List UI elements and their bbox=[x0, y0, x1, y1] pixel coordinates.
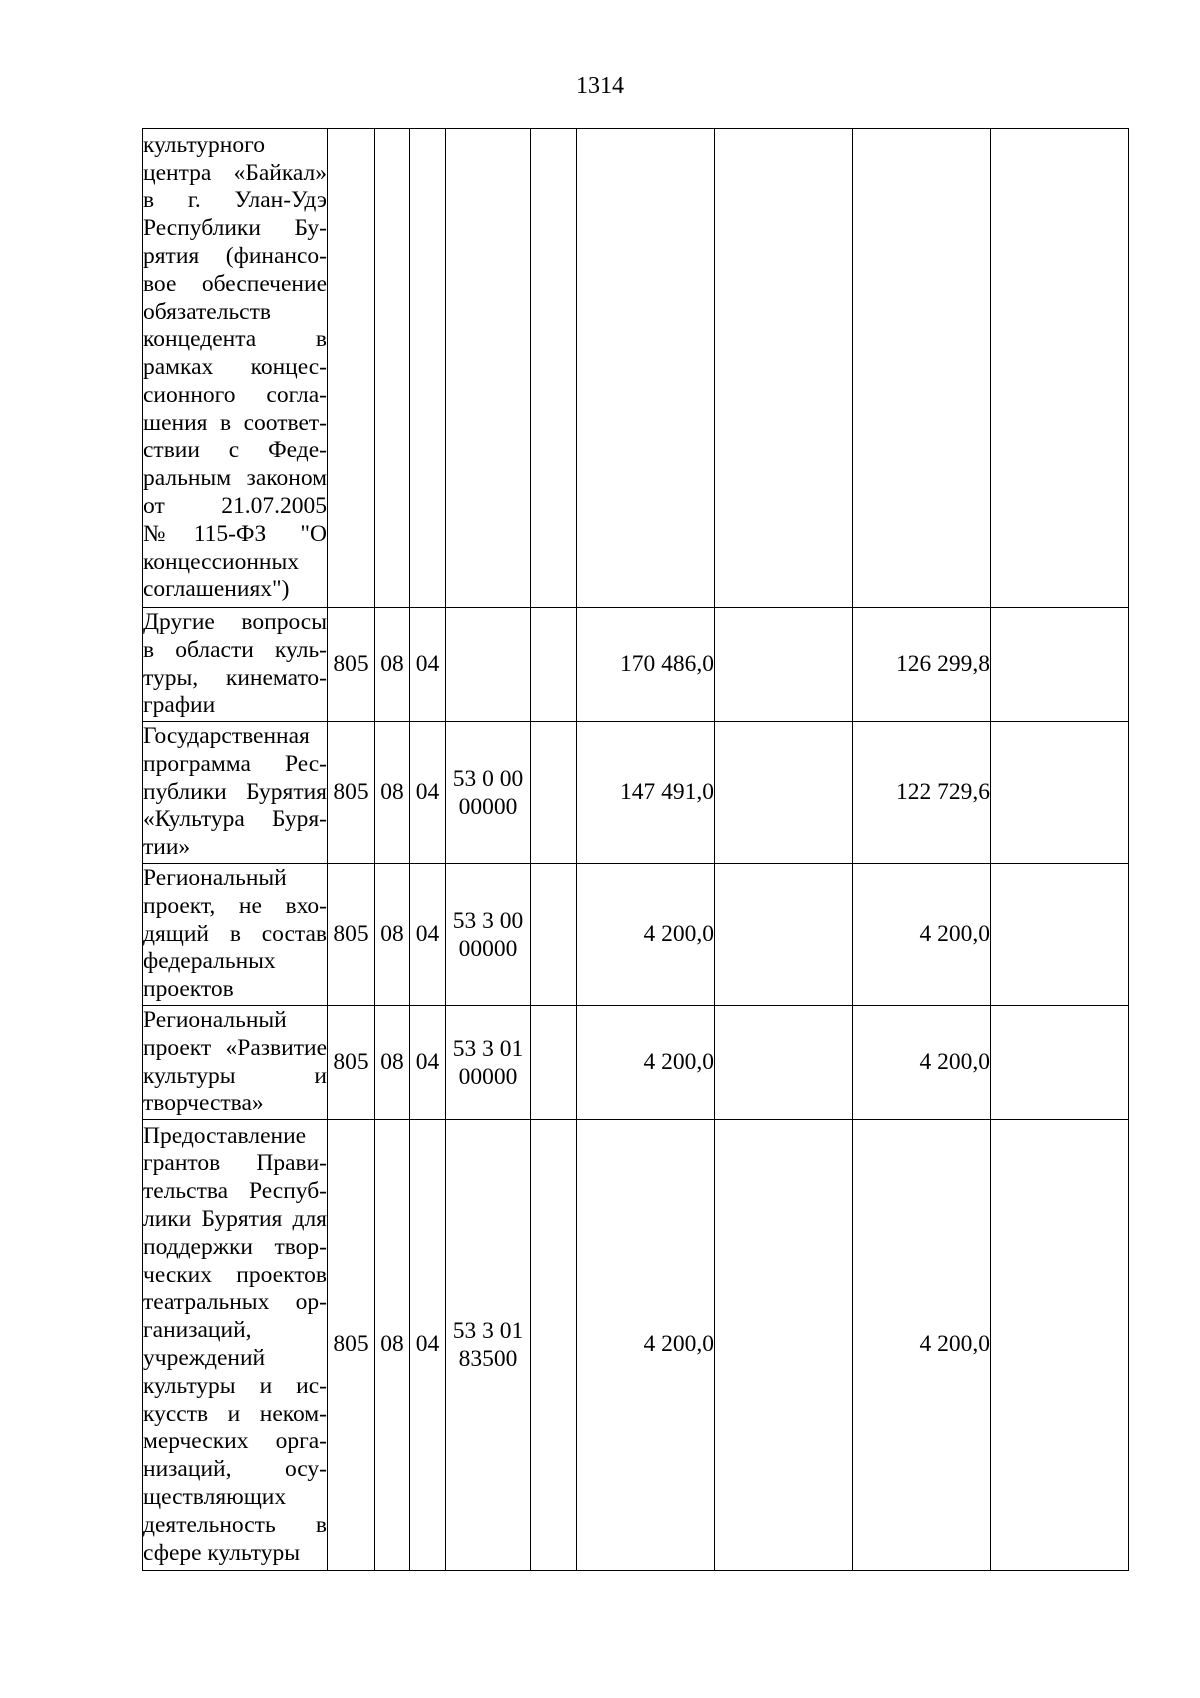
amount-cell-4 bbox=[991, 864, 1129, 1006]
table-row bbox=[143, 608, 1129, 722]
row-name-line: лики Бурятия для bbox=[143, 1206, 327, 1233]
row-name-line: в области куль- bbox=[143, 636, 327, 663]
amount-cell-3: 126 299,8 bbox=[853, 608, 991, 722]
amount-cell-3: 4 200,0 bbox=[853, 1120, 991, 1571]
amount-cell-1: 147 491,0 bbox=[577, 722, 715, 864]
row-name-line: рамках концес- bbox=[143, 354, 327, 381]
csr-line: 00000 bbox=[458, 1063, 518, 1090]
row-name-line: культуры и bbox=[143, 1062, 327, 1089]
pr-cell bbox=[410, 129, 446, 608]
row-name-line: программа Рес- bbox=[143, 750, 327, 777]
table-body bbox=[143, 129, 1129, 1571]
csr-cell bbox=[446, 864, 531, 1006]
row-name-line: №115-ФЗ "О bbox=[143, 520, 327, 547]
amount-cell-2 bbox=[715, 1006, 853, 1120]
amount-cell-4 bbox=[991, 129, 1129, 608]
row-name-line: федеральных bbox=[143, 948, 276, 975]
row-name-line: вое обеспечение bbox=[143, 270, 327, 297]
row-name-cell bbox=[143, 1006, 328, 1120]
amount-cell-1: 4 200,0 bbox=[577, 1006, 715, 1120]
amount-cell-3: 4 200,0 bbox=[853, 864, 991, 1006]
row-name-line: грантов Прави- bbox=[143, 1150, 327, 1177]
row-name-line: ческих проектов bbox=[143, 1261, 327, 1288]
page-number: 1314 bbox=[576, 73, 624, 99]
amount-cell-1: 4 200,0 bbox=[577, 1120, 715, 1571]
amount-cell-4 bbox=[991, 722, 1129, 864]
row-name-line: творчества» bbox=[143, 1090, 264, 1117]
amount-cell-1: 4 200,0 bbox=[577, 864, 715, 1006]
amount-cell-2 bbox=[715, 722, 853, 864]
csr-line: 53 3 01 bbox=[452, 1035, 524, 1062]
row-name-line: ганизаций, bbox=[143, 1317, 252, 1344]
row-name-line: ществляющих bbox=[143, 1483, 287, 1510]
csr-line: 53 0 00 bbox=[452, 765, 524, 792]
row-name-cell bbox=[143, 864, 328, 1006]
gr-cell: 805 bbox=[328, 1120, 375, 1571]
row-name-line: соглашениях") bbox=[143, 576, 290, 603]
amount-cell-2 bbox=[715, 608, 853, 722]
rz-cell: 08 bbox=[375, 1120, 410, 1571]
row-name-line: проектов bbox=[143, 976, 234, 1003]
pr-cell: 04 bbox=[410, 722, 446, 864]
row-name-line: Региональный bbox=[143, 1006, 287, 1033]
row-name-line: сионного согла- bbox=[143, 381, 327, 408]
row-name-line: сфере культуры bbox=[143, 1539, 301, 1566]
row-name-cell bbox=[143, 1120, 328, 1571]
rz-cell: 08 bbox=[375, 722, 410, 864]
rz-cell: 08 bbox=[375, 608, 410, 722]
csr-line: 83500 bbox=[458, 1346, 518, 1372]
csr-line: 53 3 00 bbox=[452, 907, 524, 934]
gr-cell: 805 bbox=[328, 608, 375, 722]
row-name-line: Региональный bbox=[143, 865, 287, 891]
amount-cell-2 bbox=[715, 864, 853, 1006]
gr-cell: 805 bbox=[328, 722, 375, 864]
row-name-line: мерческих орга- bbox=[143, 1428, 327, 1455]
csr-cell bbox=[446, 608, 531, 722]
csr-line: 53 3 01 bbox=[452, 1318, 524, 1344]
table-row bbox=[143, 864, 1129, 1006]
csr-line: 00000 bbox=[458, 793, 518, 820]
row-name-line: публики Бурятия bbox=[143, 778, 327, 805]
amount-cell-1: 170 486,0 bbox=[577, 608, 715, 722]
row-name-line: графии bbox=[143, 692, 216, 719]
budget-table bbox=[142, 128, 1129, 1571]
csr-cell bbox=[446, 129, 531, 608]
row-name-line: концедента в bbox=[143, 326, 327, 353]
table-row bbox=[143, 1006, 1129, 1120]
row-name-line: культурного bbox=[143, 131, 265, 158]
row-name-line: Предоставление bbox=[143, 1122, 307, 1149]
row-name-line: концессионных bbox=[143, 548, 300, 575]
csr-cell bbox=[446, 1120, 531, 1571]
vr-cell bbox=[531, 1120, 577, 1571]
row-name-line: рятия (финансо- bbox=[143, 242, 327, 269]
amount-cell-4 bbox=[991, 1006, 1129, 1120]
table-row bbox=[143, 1120, 1129, 1571]
csr-cell bbox=[446, 722, 531, 864]
amount-cell-4 bbox=[991, 608, 1129, 722]
row-name-line: деятельность в bbox=[143, 1511, 327, 1538]
row-name-line: в г. Улан-Удэ bbox=[143, 187, 327, 214]
row-name-line: тельства Респуб- bbox=[143, 1178, 327, 1205]
row-name-line: низаций, осу- bbox=[143, 1456, 327, 1483]
pr-cell: 04 bbox=[410, 608, 446, 722]
pr-cell: 04 bbox=[410, 1006, 446, 1120]
gr-cell: 805 bbox=[328, 864, 375, 1006]
row-name-line: культуры и ис- bbox=[143, 1372, 327, 1399]
rz-cell bbox=[375, 129, 410, 608]
row-name-line: центра «Байкал» bbox=[143, 159, 327, 186]
amount-cell-4 bbox=[991, 1120, 1129, 1571]
amount-cell-3: 4 200,0 bbox=[853, 1006, 991, 1120]
row-name-line: туры, кинемато- bbox=[143, 664, 327, 691]
amount-cell-2 bbox=[715, 1120, 853, 1571]
row-name-line: Другие вопросы bbox=[143, 608, 327, 635]
row-name-cell bbox=[143, 722, 328, 864]
row-name-line: проект, не вхо- bbox=[143, 892, 327, 919]
row-name-line: кусств и неком- bbox=[143, 1400, 327, 1427]
row-name-line: от 21.07.2005 bbox=[143, 493, 327, 520]
row-name-line: поддержки твор- bbox=[143, 1233, 327, 1260]
table-row bbox=[143, 129, 1129, 608]
gr-cell bbox=[328, 129, 375, 608]
row-name-line: дящий в состав bbox=[143, 920, 327, 947]
row-name-line: проект «Развитие bbox=[143, 1034, 327, 1061]
csr-line: 00000 bbox=[458, 935, 518, 962]
vr-cell bbox=[531, 864, 577, 1006]
row-name-line: тии» bbox=[143, 834, 191, 861]
rz-cell: 08 bbox=[375, 1006, 410, 1120]
row-name-line: ствии с Феде- bbox=[143, 437, 327, 464]
amount-cell-3 bbox=[853, 129, 991, 608]
row-name-line: ральным законом bbox=[143, 465, 327, 492]
vr-cell bbox=[531, 608, 577, 722]
rz-cell: 08 bbox=[375, 864, 410, 1006]
table-row bbox=[143, 722, 1129, 864]
row-name-line: театральных ор- bbox=[143, 1289, 327, 1316]
amount-cell-1 bbox=[577, 129, 715, 608]
row-name-line: «Культура Буря- bbox=[143, 806, 327, 833]
pr-cell: 04 bbox=[410, 1120, 446, 1571]
row-name-line: Республики Бу- bbox=[143, 215, 327, 242]
csr-cell bbox=[446, 1006, 531, 1120]
row-name-line: Государственная bbox=[143, 723, 310, 749]
row-name-line: учреждений bbox=[143, 1345, 266, 1371]
pr-cell: 04 bbox=[410, 864, 446, 1006]
vr-cell bbox=[531, 722, 577, 864]
vr-cell bbox=[531, 1006, 577, 1120]
amount-cell-3: 122 729,6 bbox=[853, 722, 991, 864]
amount-cell-2 bbox=[715, 129, 853, 608]
row-name-line: шения в соответ- bbox=[143, 409, 327, 436]
gr-cell: 805 bbox=[328, 1006, 375, 1120]
row-name-line: обязательств bbox=[143, 298, 271, 325]
row-name-cell bbox=[143, 129, 328, 608]
vr-cell bbox=[531, 129, 577, 608]
row-name-cell bbox=[143, 608, 328, 722]
